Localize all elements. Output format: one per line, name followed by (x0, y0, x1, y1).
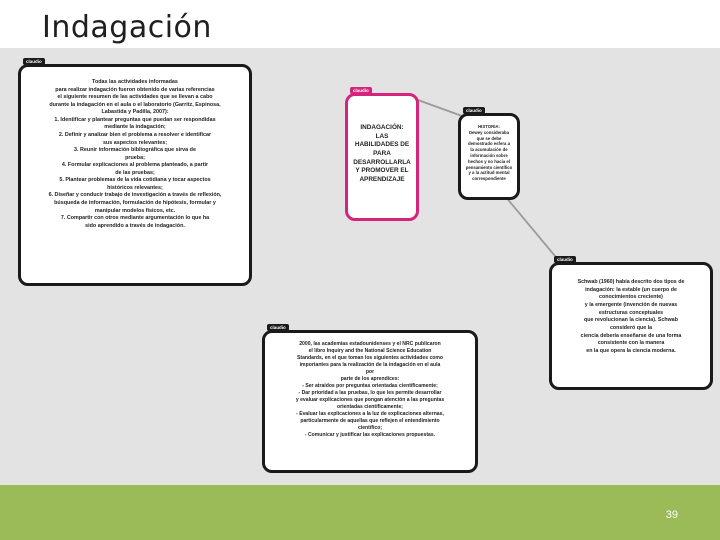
card-nrc-text: 2000, las academias estadounidenses y el NRC publicaron el libro Inquiry and the National Science Education Standards, en el que toman los siguientes actividades como importantes para la realización de la indagación en el aula por parte de los aprendices: - Ser atraídos por preguntas orientadas científicamente; - Dar prioridad a las pruebas, lo que les permite desarrollar y evaluar explicaciones que pongan atención a las preguntas orientadas científicamente; - Evaluar las explicaciones a la luz de explicaciones alternas, particularmente de aquellas que reflejen el entendimiento científico; - Comunicar y justificar las explicaciones propuestas. (295, 341, 445, 439)
card-history[interactable] (458, 108, 520, 200)
card-activities-text: Todas las actividades informadas para realizar indagación fueron obtenido de varias referencias el siguiente resumen de las actividades que se llevan a cabo durante la indagación en el aula o el laboratorio (Garritz, Espinosa, Labastida y Padilla, 2007): 1. Identificar y plantear preguntas que puedan ser respondidas mediante la indagación; 2. Definir y analizar bien el problema a resolver e identificar sus aspectos relevantes; 3. Reunir información bibliográfica que sirva de prueba; 4. Formular explicaciones al problema planteado, a partir de las pruebas; 5. Plantear problemas de la vida cotidiana y tocar aspectos históricos relevantes; 6. Diseñar y conducir trabajo de investigación a través de reflexión, búsqueda de información, formulación de hipótesis, formular y manipular modelos físicos, etc. 7. Compartir con otros mediante argumentación lo que ha sido aprendido a través de indagación. (48, 79, 222, 229)
card-center-topic[interactable] (345, 88, 419, 221)
card-tag: claudio (267, 324, 289, 331)
card-tag: claudio (463, 107, 485, 114)
card-history-text: HISTORIA: Dewey consideraba que se debe demostrado esfera a la acumulación de información sobre hechos y no hacia el pensamiento científico y a la actitud mental correspondiente (465, 124, 513, 182)
connector-history-schwab (500, 190, 560, 262)
card-tag: claudio (554, 256, 576, 263)
page-number: 39 (665, 509, 678, 521)
card-center-text: INDAGACIÓN: LAS HABILIDADES DE PARA DESARROLLARLA Y PROMOVER EL APRENDIZAJE (353, 124, 411, 183)
slide-title: Indagación (42, 10, 212, 45)
slide-footer-bar (0, 485, 720, 540)
card-activities[interactable] (18, 59, 252, 286)
card-schwab[interactable] (549, 257, 713, 390)
card-tag: claudio (23, 58, 45, 65)
card-schwab-text: Schwab (1960) había descrito dos tipos de indagación: la estable (un cuerpo de conocimientos creciente) y la emergente (invención de nuevas estructuras conceptuales que revolucionan la ciencia). Schwab consideró que la ciencia debería enseñarse de una forma consistente con la manera en la que opera la ciencia moderna. (577, 279, 685, 355)
connector-center-history (418, 100, 462, 116)
card-tag: claudio (350, 87, 372, 94)
card-nrc[interactable] (262, 325, 478, 473)
